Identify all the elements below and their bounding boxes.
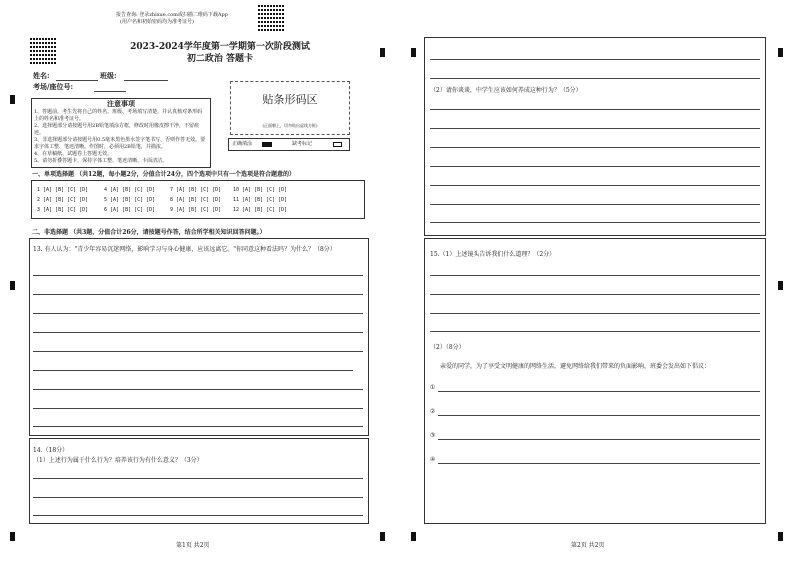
answer-line[interactable]	[430, 222, 760, 223]
section2-title: 二、非选择题 （共3题，分值合计26分，请按题号作答，结合所学相关知识回答问题。）	[32, 229, 266, 236]
bullet-3: ③	[430, 432, 436, 439]
page-number-2: 第2页 共2页	[571, 542, 605, 549]
q14-part1: （1）上述行为属于什么行为？培养该行为有什么意义？（3分）	[33, 457, 203, 464]
answer-line[interactable]	[430, 185, 760, 186]
answer-line[interactable]	[430, 275, 760, 276]
download-qr-code	[258, 5, 284, 31]
answer-line[interactable]	[430, 78, 760, 79]
choice-group[interactable]: 4 [A] [B] [C] [D]	[104, 187, 156, 193]
alignment-mark	[411, 48, 416, 57]
notice-item: 4、在草稿纸、试题卷上答题无效。	[34, 151, 113, 157]
answer-line[interactable]	[33, 332, 363, 333]
alignment-mark	[778, 48, 783, 57]
answer-line[interactable]	[430, 109, 760, 110]
choice-group[interactable]: 2 [A] [B] [C] [D]	[37, 197, 89, 203]
choice-group[interactable]: 5 [A] [B] [C] [D]	[104, 197, 156, 203]
answer-line[interactable]	[430, 59, 760, 60]
choice-group[interactable]: 1 [A] [B] [C] [D]	[37, 187, 89, 193]
answer-line[interactable]	[438, 391, 760, 392]
room-field[interactable]	[94, 91, 126, 92]
alignment-mark	[10, 532, 15, 541]
answer-line[interactable]	[33, 426, 363, 427]
choice-group[interactable]: 3 [A] [B] [C] [D]	[37, 207, 89, 213]
alignment-mark	[380, 532, 385, 541]
correct-fill-sample	[262, 142, 272, 147]
absent-mark-box[interactable]	[333, 142, 342, 147]
answer-line[interactable]	[430, 313, 760, 314]
student-qr-code	[30, 38, 56, 64]
notice-item: 1、答题前，考生先将自己的姓名、班级、考场填写清楚，并认真核对条形码上的姓名和准考证号。	[34, 109, 203, 122]
class-label: 班级:	[100, 71, 117, 80]
answer-line[interactable]	[430, 204, 760, 205]
answer-line[interactable]	[438, 463, 760, 464]
q14-continued-box	[424, 37, 766, 236]
choice-group[interactable]: 8 [A] [B] [C] [D]	[170, 197, 222, 203]
bullet-2: ②	[430, 408, 436, 415]
choice-group[interactable]: 10 [A] [B] [C] [D]	[233, 187, 288, 193]
exam-subtitle: 初二政治 答题卡	[186, 54, 254, 64]
q15-part2-text: 亲爱的同学，为了享受文明健康的网络生活，避免网络给我们带来的负面影响，班委会发出如下倡议：	[440, 363, 711, 370]
answer-line[interactable]	[430, 294, 760, 295]
bullet-1: ①	[430, 384, 436, 391]
q13-box	[29, 238, 369, 436]
notice-item: 5、请勿折叠答题卡，保持字体工整、笔迹清晰、卡面清洁。	[34, 158, 168, 164]
answer-line[interactable]	[430, 331, 760, 332]
notice-item: 2、选择题部分请按题号用2B铅笔填涂方框，修改时用橡皮擦干净，不留痕迹。	[34, 123, 200, 136]
alignment-mark	[778, 281, 783, 290]
choice-group[interactable]: 12 [A] [B] [C] [D]	[233, 207, 288, 213]
app-notice-sub: (用户名和初始密码均为准考证号)	[120, 19, 194, 25]
q14-part2: （2）请你谈谈，中学生应该如何养成这种行为？（5分）	[430, 87, 582, 94]
answer-line[interactable]	[430, 147, 760, 148]
bullet-4: ④	[430, 456, 436, 463]
barcode-title: 贴条形码区	[262, 93, 318, 106]
alignment-mark	[10, 281, 15, 290]
absent-mark-label: 缺考标记	[292, 141, 313, 147]
answer-line[interactable]	[33, 294, 363, 295]
alignment-mark	[10, 95, 15, 104]
q15-box	[424, 238, 766, 524]
room-label: 考场/座位号:	[33, 82, 74, 91]
answer-line[interactable]	[33, 497, 363, 498]
barcode-note: (正面朝上，切勿贴出虚线方框)	[262, 123, 318, 128]
app-notice: 报告查询: 登录zhixue.com或扫描二维码下载App	[116, 12, 228, 18]
answer-line[interactable]	[438, 415, 760, 416]
answer-line[interactable]	[33, 313, 363, 314]
choice-group[interactable]: 11 [A] [B] [C] [D]	[233, 197, 288, 203]
q15-part2-head: （2）（8分）	[430, 344, 465, 351]
notice-item: 3、非选择题部分请按题号用0.5毫米黑色墨水签字笔书写，否则作答无效。要求字体工整、笔迹清晰。作图时，必须用2B铅笔，并描浓。	[34, 137, 206, 150]
choice-group[interactable]: 9 [A] [B] [C] [D]	[170, 207, 222, 213]
q13-text: 13. 有人认为："青少年容易沉迷网络，影响学习与身心健康，应该远离它。"你同意这种看法吗？为什么？（8分）	[33, 246, 336, 253]
q15-part1: 15.（1）上述镜头告诉我们什么道理？（2分）	[430, 251, 556, 258]
name-label: 姓名:	[33, 71, 50, 80]
q14-head: 14.（18分）	[33, 447, 69, 454]
correct-fill-label: 正确填涂	[232, 141, 253, 147]
q14-box	[29, 438, 369, 524]
choice-group[interactable]: 7 [A] [B] [C] [D]	[170, 187, 222, 193]
answer-line[interactable]	[33, 351, 363, 352]
answer-line[interactable]	[438, 439, 760, 440]
choice-group[interactable]: 6 [A] [B] [C] [D]	[104, 207, 156, 213]
answer-line[interactable]	[430, 166, 760, 167]
answer-line[interactable]	[33, 389, 363, 390]
answer-line[interactable]	[430, 128, 760, 129]
answer-line[interactable]	[33, 370, 353, 371]
name-field[interactable]	[56, 80, 98, 81]
answer-line[interactable]	[33, 478, 363, 479]
alignment-mark	[778, 532, 783, 541]
exam-title: 2023-2024学年度第一学期第一次阶段测试	[130, 42, 310, 52]
alignment-mark	[380, 48, 385, 57]
notice-title: 注意事项	[107, 99, 135, 108]
answer-line[interactable]	[33, 408, 363, 409]
page-number-1: 第1页 共2页	[176, 542, 210, 549]
class-field[interactable]	[124, 80, 168, 81]
answer-line[interactable]	[33, 515, 363, 516]
answer-line[interactable]	[33, 275, 363, 276]
alignment-mark	[411, 532, 416, 541]
section1-title: 一、单项选择题 （共12题，每小题2分，分值合计24分，四个选项中只有一个选项是符合题意的）	[32, 171, 295, 178]
